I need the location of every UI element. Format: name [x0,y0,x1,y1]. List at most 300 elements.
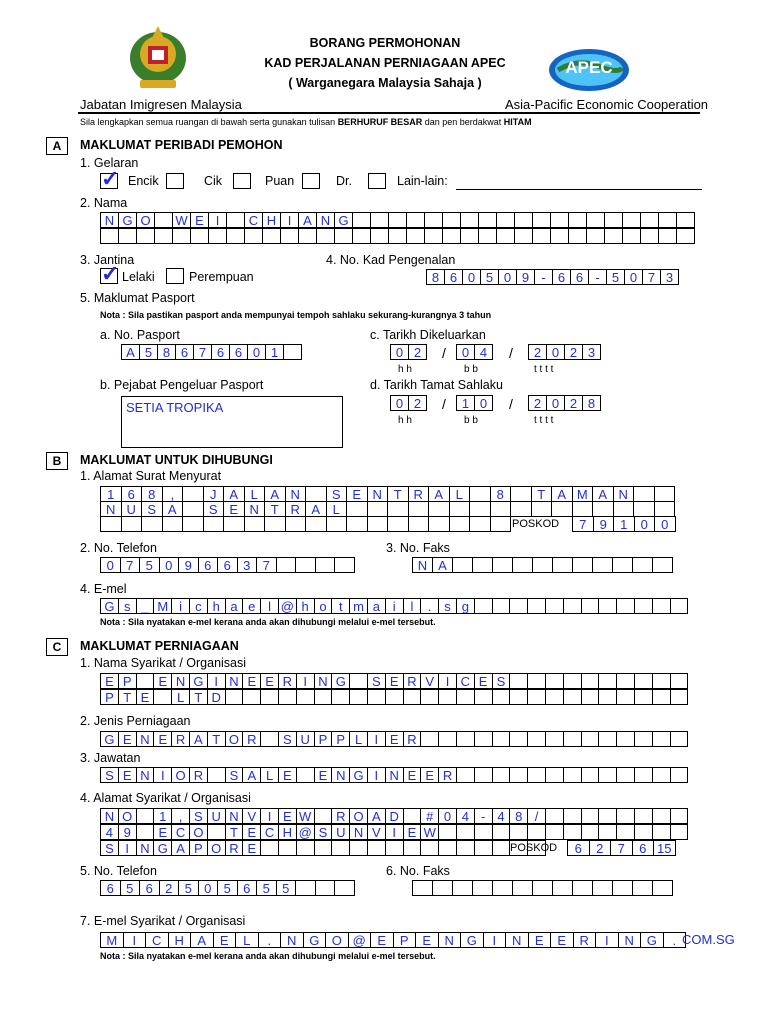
char-cell[interactable]: D [207,689,226,705]
char-cell[interactable]: R [403,731,422,747]
char-cell[interactable]: 2 [564,395,583,411]
char-cell[interactable]: E [153,824,172,840]
char-cell[interactable] [370,228,389,244]
char-cell[interactable] [136,673,155,689]
char-cell[interactable] [456,767,475,783]
char-cell[interactable] [226,228,245,244]
char-cell[interactable] [244,516,266,532]
char-cell[interactable]: O [171,767,190,783]
company-name-row-1[interactable] [100,673,687,688]
char-cell[interactable] [563,731,582,747]
char-cell[interactable] [283,344,302,360]
char-cell[interactable]: A [171,840,190,856]
char-cell[interactable]: 1 [456,395,475,411]
char-cell[interactable] [370,212,389,228]
char-cell[interactable]: N [244,501,266,517]
char-cell[interactable]: E [118,767,137,783]
char-cell[interactable]: T [207,731,226,747]
char-cell[interactable] [367,840,386,856]
char-cell[interactable]: V [242,808,261,824]
char-cell[interactable] [190,228,209,244]
char-cell[interactable] [478,212,497,228]
char-cell[interactable] [403,840,422,856]
char-cell[interactable] [460,228,479,244]
char-cell[interactable]: E [385,731,404,747]
char-cell[interactable] [298,228,317,244]
char-cell[interactable]: 2 [528,395,547,411]
char-cell[interactable]: O [136,212,155,228]
char-cell[interactable]: N [100,501,122,517]
char-cell[interactable] [438,731,457,747]
char-cell[interactable] [634,767,653,783]
char-cell[interactable] [572,501,594,517]
char-cell[interactable] [438,824,457,840]
char-cell[interactable]: L [449,486,471,502]
char-cell[interactable] [563,767,582,783]
char-cell[interactable] [278,840,297,856]
char-cell[interactable] [652,880,673,896]
char-cell[interactable]: R [189,767,208,783]
char-cell[interactable] [203,516,225,532]
char-cell[interactable]: I [296,673,315,689]
char-cell[interactable] [563,808,582,824]
char-cell[interactable]: c [189,598,208,614]
char-cell[interactable]: I [153,767,172,783]
char-cell[interactable] [276,557,297,573]
char-cell[interactable]: I [367,767,386,783]
char-cell[interactable] [604,228,623,244]
char-cell[interactable]: E [314,767,333,783]
char-cell[interactable] [260,731,279,747]
char-cell[interactable]: 9 [516,269,535,285]
char-cell[interactable] [346,501,368,517]
char-cell[interactable]: E [136,689,155,705]
char-cell[interactable]: A [551,486,573,502]
char-cell[interactable] [550,212,569,228]
char-cell[interactable] [469,486,491,502]
char-cell[interactable] [676,228,695,244]
char-cell[interactable] [492,598,511,614]
char-cell[interactable] [616,767,635,783]
char-cell[interactable]: L [235,932,259,948]
char-cell[interactable]: 2 [408,395,427,411]
char-cell[interactable] [403,808,422,824]
char-cell[interactable]: C [171,824,190,840]
mailing-address-row-1[interactable] [100,486,674,501]
char-cell[interactable] [527,767,546,783]
char-cell[interactable]: E [550,932,574,948]
char-cell[interactable]: O [189,824,208,840]
char-cell[interactable] [456,840,475,856]
char-cell[interactable]: E [260,673,279,689]
char-cell[interactable]: A [190,932,214,948]
char-cell[interactable] [658,228,677,244]
char-cell[interactable]: m [349,598,368,614]
char-cell[interactable] [449,516,471,532]
char-cell[interactable] [512,880,533,896]
char-cell[interactable]: 9 [178,557,199,573]
char-cell[interactable]: V [420,673,439,689]
char-cell[interactable] [385,840,404,856]
char-cell[interactable]: a [367,598,386,614]
char-cell[interactable] [492,557,513,573]
char-cell[interactable]: G [303,932,327,948]
char-cell[interactable] [296,840,315,856]
char-cell[interactable]: N [100,808,119,824]
char-cell[interactable]: G [153,840,172,856]
char-cell[interactable]: R [331,808,350,824]
char-cell[interactable]: I [385,824,404,840]
char-cell[interactable] [581,808,600,824]
char-cell[interactable]: E [474,673,493,689]
char-cell[interactable] [492,767,511,783]
char-cell[interactable] [563,824,582,840]
char-cell[interactable]: N [331,767,350,783]
business-type[interactable] [100,731,687,746]
char-cell[interactable] [550,228,569,244]
fax-number[interactable] [412,557,672,572]
char-cell[interactable]: 3 [582,344,601,360]
char-cell[interactable]: M [572,486,594,502]
char-cell[interactable] [472,880,493,896]
char-cell[interactable]: 6 [237,880,258,896]
char-cell[interactable] [420,689,439,705]
char-cell[interactable]: E [223,501,245,517]
char-cell[interactable] [572,880,593,896]
char-cell[interactable]: 6 [229,344,248,360]
char-cell[interactable]: T [264,501,286,517]
mailing-address-row-3[interactable] [100,516,510,531]
company-email[interactable] [100,932,685,947]
char-cell[interactable]: S [278,731,297,747]
char-cell[interactable] [545,824,564,840]
expiry-year[interactable] [528,395,600,410]
char-cell[interactable] [408,501,430,517]
char-cell[interactable]: 6 [632,840,655,856]
char-cell[interactable]: C [145,932,169,948]
char-cell[interactable] [438,840,457,856]
char-cell[interactable]: , [162,486,184,502]
char-cell[interactable] [316,228,335,244]
char-cell[interactable] [207,767,226,783]
char-cell[interactable]: 1 [265,344,284,360]
passport-no[interactable] [121,344,301,359]
char-cell[interactable] [604,212,623,228]
char-cell[interactable]: a [225,598,244,614]
char-cell[interactable]: 0 [474,395,493,411]
char-cell[interactable] [331,840,350,856]
char-cell[interactable]: A [189,731,208,747]
char-cell[interactable]: _ [136,598,155,614]
char-cell[interactable] [514,212,533,228]
char-cell[interactable] [305,516,327,532]
char-cell[interactable] [349,689,368,705]
char-cell[interactable] [581,731,600,747]
char-cell[interactable]: U [207,808,226,824]
char-cell[interactable] [408,516,430,532]
char-cell[interactable]: N [385,767,404,783]
char-cell[interactable]: 8 [141,486,163,502]
char-cell[interactable] [496,228,515,244]
char-cell[interactable] [456,689,475,705]
char-cell[interactable]: 5 [276,880,297,896]
char-cell[interactable]: E [420,767,439,783]
char-cell[interactable] [658,212,677,228]
gelaran-dr-checkbox[interactable] [302,173,320,189]
char-cell[interactable]: L [260,767,279,783]
char-cell[interactable] [616,824,635,840]
char-cell[interactable]: 2 [564,344,583,360]
char-cell[interactable]: l [260,598,279,614]
char-cell[interactable]: V [367,824,386,840]
char-cell[interactable]: - [474,808,493,824]
char-cell[interactable] [260,840,279,856]
char-cell[interactable] [314,689,333,705]
char-cell[interactable]: 8 [582,395,601,411]
char-cell[interactable] [492,731,511,747]
char-cell[interactable]: M [100,932,124,948]
char-cell[interactable]: U [296,731,315,747]
char-cell[interactable]: P [314,731,333,747]
char-cell[interactable] [469,516,491,532]
char-cell[interactable]: 5 [256,880,277,896]
char-cell[interactable] [509,824,528,840]
char-cell[interactable]: , [171,808,190,824]
char-cell[interactable] [315,880,336,896]
char-cell[interactable]: T [189,689,208,705]
char-cell[interactable]: h [207,598,226,614]
char-cell[interactable] [242,689,261,705]
char-cell[interactable]: 0 [634,516,656,532]
char-cell[interactable]: 0 [247,344,266,360]
char-cell[interactable]: N [225,808,244,824]
char-cell[interactable]: 5 [120,880,141,896]
char-cell[interactable]: 1 [153,808,172,824]
char-cell[interactable]: A [432,557,453,573]
char-cell[interactable]: R [438,767,457,783]
char-cell[interactable]: 3 [237,557,258,573]
char-cell[interactable] [632,880,653,896]
char-cell[interactable]: 0 [438,808,457,824]
char-cell[interactable]: S [314,824,333,840]
char-cell[interactable] [622,212,641,228]
char-cell[interactable] [474,824,493,840]
char-cell[interactable] [670,808,689,824]
char-cell[interactable] [598,598,617,614]
char-cell[interactable] [225,689,244,705]
char-cell[interactable]: 0 [456,344,475,360]
char-cell[interactable]: g [456,598,475,614]
char-cell[interactable] [460,212,479,228]
char-cell[interactable] [652,689,671,705]
char-cell[interactable] [474,840,493,856]
char-cell[interactable] [153,689,172,705]
char-cell[interactable]: O [349,808,368,824]
char-cell[interactable]: C [260,824,279,840]
char-cell[interactable]: 7 [120,557,141,573]
char-cell[interactable]: I [118,840,137,856]
gelaran-cik-checkbox[interactable] [166,173,184,189]
char-cell[interactable] [334,880,355,896]
char-cell[interactable]: G [349,767,368,783]
char-cell[interactable]: 1 [613,516,635,532]
char-cell[interactable] [295,880,316,896]
char-cell[interactable] [412,880,433,896]
char-cell[interactable] [616,598,635,614]
char-cell[interactable] [612,880,633,896]
char-cell[interactable] [532,557,553,573]
char-cell[interactable] [652,557,673,573]
char-cell[interactable] [334,557,355,573]
email-address[interactable] [100,598,687,613]
char-cell[interactable]: E [415,932,439,948]
char-cell[interactable] [568,228,587,244]
char-cell[interactable]: A [592,486,614,502]
char-cell[interactable] [406,228,425,244]
char-cell[interactable] [285,516,307,532]
char-cell[interactable] [527,689,546,705]
char-cell[interactable] [509,767,528,783]
nama-row-1[interactable] [100,212,694,227]
char-cell[interactable]: N [314,673,333,689]
char-cell[interactable]: G [460,932,484,948]
char-cell[interactable]: I [208,212,227,228]
char-cell[interactable] [509,598,528,614]
char-cell[interactable] [428,516,450,532]
char-cell[interactable]: M [153,598,172,614]
char-cell[interactable]: 15 [653,840,676,856]
char-cell[interactable] [545,767,564,783]
char-cell[interactable]: / [527,808,546,824]
char-cell[interactable]: - [588,269,607,285]
char-cell[interactable]: G [100,731,119,747]
char-cell[interactable]: 7 [193,344,212,360]
char-cell[interactable]: 1 [100,486,122,502]
char-cell[interactable] [552,557,573,573]
char-cell[interactable]: 2 [408,344,427,360]
char-cell[interactable] [442,212,461,228]
char-cell[interactable]: 8 [157,344,176,360]
char-cell[interactable] [262,228,281,244]
char-cell[interactable]: 6 [211,344,230,360]
char-cell[interactable] [581,824,600,840]
char-cell[interactable]: 3 [660,269,679,285]
char-cell[interactable]: N [613,486,635,502]
jantina-perempuan-checkbox[interactable] [166,268,184,284]
char-cell[interactable]: 0 [100,557,121,573]
char-cell[interactable] [622,228,641,244]
char-cell[interactable] [512,557,533,573]
char-cell[interactable] [387,501,409,517]
char-cell[interactable]: E [278,808,297,824]
char-cell[interactable]: G [640,932,664,948]
char-cell[interactable] [532,228,551,244]
char-cell[interactable] [264,516,286,532]
mailing-address-row-2[interactable] [100,501,674,516]
char-cell[interactable] [424,228,443,244]
char-cell[interactable]: A [242,767,261,783]
char-cell[interactable]: P [118,673,137,689]
char-cell[interactable] [509,731,528,747]
char-cell[interactable] [509,689,528,705]
char-cell[interactable]: t [331,598,350,614]
char-cell[interactable]: 5 [480,269,499,285]
char-cell[interactable]: I [438,673,457,689]
char-cell[interactable]: - [534,269,553,285]
char-cell[interactable] [654,501,676,517]
char-cell[interactable]: 0 [498,269,517,285]
char-cell[interactable] [527,673,546,689]
char-cell[interactable]: I [123,932,147,948]
char-cell[interactable]: R [225,840,244,856]
char-cell[interactable]: I [207,673,226,689]
char-cell[interactable] [545,673,564,689]
char-cell[interactable] [478,228,497,244]
char-cell[interactable] [612,557,633,573]
char-cell[interactable] [496,212,515,228]
char-cell[interactable] [563,598,582,614]
char-cell[interactable]: 6 [175,344,194,360]
char-cell[interactable] [670,731,689,747]
char-cell[interactable] [100,516,122,532]
char-cell[interactable] [633,486,655,502]
char-cell[interactable]: W [420,824,439,840]
char-cell[interactable] [367,516,389,532]
char-cell[interactable]: A [223,486,245,502]
char-cell[interactable] [244,228,263,244]
char-cell[interactable]: A [367,808,386,824]
char-cell[interactable]: e [242,598,261,614]
char-cell[interactable]: S [141,501,163,517]
char-cell[interactable] [670,689,689,705]
char-cell[interactable]: N [349,824,368,840]
char-cell[interactable]: 0 [654,516,676,532]
char-cell[interactable] [531,501,553,517]
char-cell[interactable] [592,557,613,573]
char-cell[interactable] [182,501,204,517]
char-cell[interactable] [182,486,204,502]
char-cell[interactable]: . [663,932,687,948]
char-cell[interactable]: N [280,932,304,948]
char-cell[interactable] [640,228,659,244]
char-cell[interactable]: 0 [390,344,409,360]
char-cell[interactable]: @ [278,598,297,614]
char-cell[interactable]: P [100,689,119,705]
char-cell[interactable]: E [153,673,172,689]
char-cell[interactable]: 0 [624,269,643,285]
char-cell[interactable] [295,557,316,573]
char-cell[interactable]: i [171,598,190,614]
char-cell[interactable]: 0 [546,395,565,411]
char-cell[interactable] [492,689,511,705]
char-cell[interactable]: 9 [118,824,137,840]
char-cell[interactable] [532,212,551,228]
char-cell[interactable] [670,673,689,689]
char-cell[interactable]: N [316,212,335,228]
char-cell[interactable]: T [225,824,244,840]
char-cell[interactable]: H [278,824,297,840]
char-cell[interactable]: N [225,673,244,689]
char-cell[interactable]: A [264,486,286,502]
char-cell[interactable]: 6 [100,880,121,896]
char-cell[interactable] [545,598,564,614]
char-cell[interactable] [509,673,528,689]
char-cell[interactable] [652,767,671,783]
expiry-month[interactable] [456,395,492,410]
char-cell[interactable] [474,731,493,747]
char-cell[interactable]: E [528,932,552,948]
char-cell[interactable] [616,673,635,689]
